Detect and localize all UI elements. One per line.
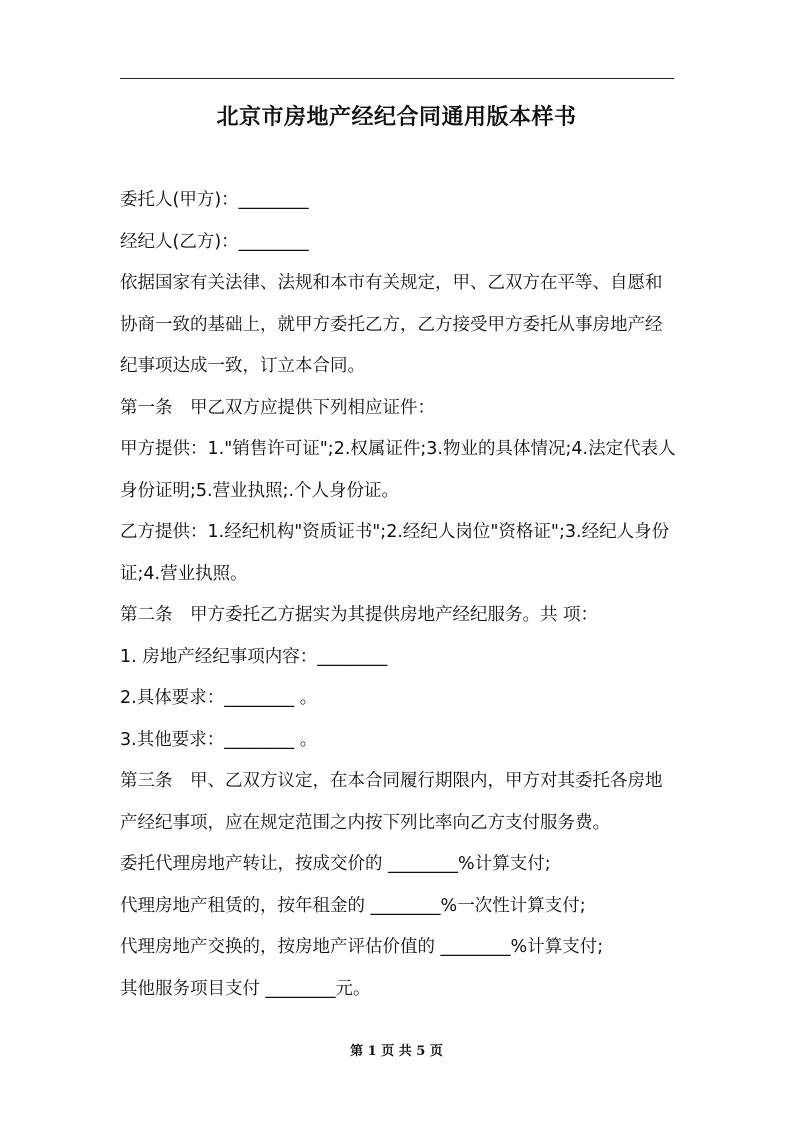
document-title: 北京市房地产经纪合同通用版本样书 (216, 105, 577, 130)
fee-transfer-line: 委托代理房地产转让，按成交价的 ________%计算支付; (120, 854, 551, 874)
fee-other-line: 其他服务项目支付 ________元。 (120, 978, 371, 999)
fee-lease-line: 代理房地产租赁的，按年租金的 ________%一次性计算支付; (120, 895, 586, 916)
item-2-line: 2.具体要求：________ 。 (120, 688, 318, 708)
item-1-line: 1. 房地产经纪事项内容：________ (120, 646, 388, 667)
page-footer: 第 1 页 共 5 页 (350, 1044, 443, 1059)
item-3-line: 3.其他要求：________ 。 (120, 729, 318, 750)
party-b-documents: 乙方提供：1.经纪机构"资质证书";2.经纪人岗位"资格证";3.经纪人身份证;4.营业执照。 (120, 522, 670, 584)
party-b-line: 经纪人(乙方)：________ (120, 231, 309, 252)
party-a-line: 委托人(甲方)：________ (120, 190, 309, 210)
article-3-paragraph: 第三条 甲、乙双方议定，在本合同履行期限内，甲方对其委托各房地产经纪事项，应在规定范围之内按下列比率向乙方支付服务费。 (120, 771, 663, 833)
preamble-paragraph: 依据国家有关法律、法规和本市有关规定，甲、乙双方在平等、自愿和协商一致的基础上，就甲方委托乙方，乙方接受甲方委托从事房地产经纪事项达成一致，订立本合同。 (120, 273, 663, 376)
fee-exchange-line: 代理房地产交换的，按房地产评估价值的 ________%计算支付; (120, 937, 604, 957)
party-a-documents: 甲方提供：1."销售许可证";2.权属证件;3.物业的具体情况;4.法定代表人身份证明;5.营业执照;.个人身份证。 (120, 439, 676, 501)
article-2-heading: 第二条 甲方委托乙方据实为其提供房地产经纪服务。共 项： (120, 605, 599, 625)
document-body (120, 180, 676, 1010)
header-rule (120, 78, 674, 79)
article-1-heading: 第一条 甲乙双方应提供下列相应证件： (120, 397, 435, 418)
